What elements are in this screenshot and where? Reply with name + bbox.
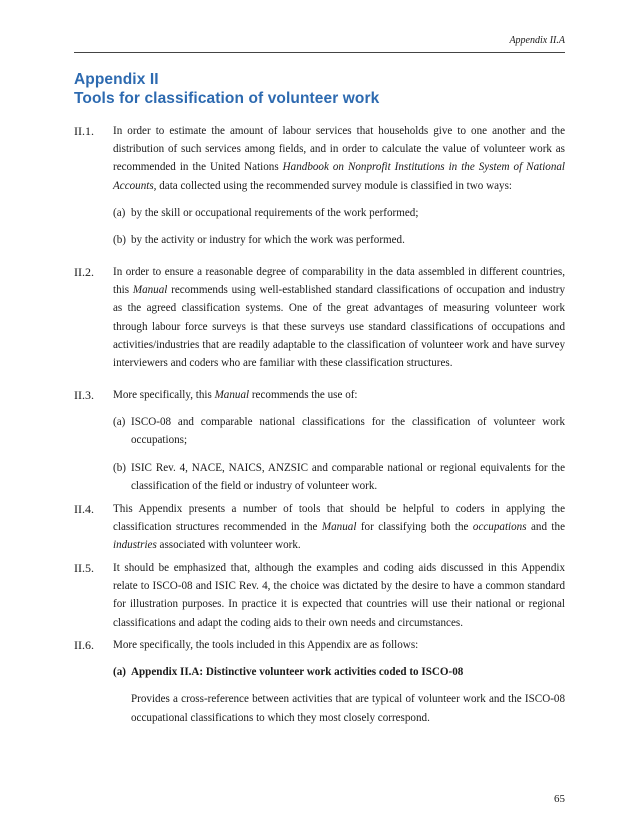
- paragraph-II-5: [74, 559, 565, 632]
- tool-description: Provides a cross-reference between activities that are typical of volunteer work and the ISCO-08 occupational classifications to which they most closely correspond.: [131, 693, 565, 724]
- paragraph-II-1: [74, 122, 565, 249]
- list-item: (a) ISCO-08 and comparable national classifications for the classification of volunteer work occupations;: [113, 416, 565, 447]
- paragraph-text: In order to ensure a reasonable degree of comparability in the data assembled in different countries, this Manual recommends using well-established standard classifications of occupation and industry as the agreed classification systems. One of the great advantages of measuring volunteer work through labour force surveys is that these surveys use standard classifications of occupations and activities/industries that are readily adaptable to the classification of volunteer work and have survey interviewers and coders who are familiar with these classification structures.: [113, 266, 565, 370]
- paragraph-number: II.1.: [74, 124, 94, 138]
- running-header: Appendix II.A: [509, 35, 565, 46]
- appendix-title: Appendix II: [74, 71, 159, 88]
- paragraph-number: II.4.: [74, 502, 94, 516]
- page-number: 65: [554, 793, 565, 805]
- paragraph-number: II.6.: [74, 638, 94, 652]
- list-item: (b) ISIC Rev. 4, NACE, NAICS, ANZSIC and comparable national or regional equivalents for the classification of the field or industry of volunteer work.: [113, 461, 565, 492]
- paragraph-text: In order to estimate the amount of labour services that households give to one another and the distribution of such services among fields, and in order to calculate the value of volunteer work as recommended in the United Nations Handbook on Nonprofit Institutions in the System of National Accounts, data collected using the recommended survey module is classified in two ways:: [113, 125, 565, 192]
- tool-heading: (a) Appendix II.A: Distinctive volunteer work activities coded to ISCO-08: [113, 666, 464, 679]
- title-block: [74, 70, 379, 108]
- paragraph-II-6: [74, 636, 565, 727]
- paragraph-number: II.3.: [74, 388, 94, 402]
- paragraph-text: More specifically, this Manual recommends the use of:: [113, 389, 358, 401]
- header-rule: [74, 52, 565, 53]
- paragraph-text: More specifically, the tools included in this Appendix are as follows:: [113, 639, 419, 651]
- paragraph-text: It should be emphasized that, although the examples and coding aids discussed in this Appendix relate to ISCO-08 and ISIC Rev. 4, the choice was dictated by the desire to have a common standard for illustration purposes. In practice it is expected that countries will use their national or regional classifications and adapt the coding aids to their own needs and circumstances.: [113, 562, 565, 629]
- paragraph-number: II.5.: [74, 561, 94, 575]
- paragraph-II-4: [74, 500, 565, 555]
- paragraph-text: This Appendix presents a number of tools that should be helpful to coders in applying the classification structures recommended in the Manual for classifying both the occupations and the industries associated with volunteer work.: [113, 503, 565, 552]
- list-item: (b) by the activity or industry for which the work was performed.: [113, 234, 405, 247]
- list-item: (a) by the skill or occupational requirements of the work performed;: [113, 206, 419, 219]
- appendix-subtitle: Tools for classification of volunteer work: [74, 90, 380, 107]
- paragraph-II-3: [74, 386, 565, 495]
- paragraph-II-2: [74, 263, 565, 372]
- paragraph-number: II.2.: [74, 265, 94, 279]
